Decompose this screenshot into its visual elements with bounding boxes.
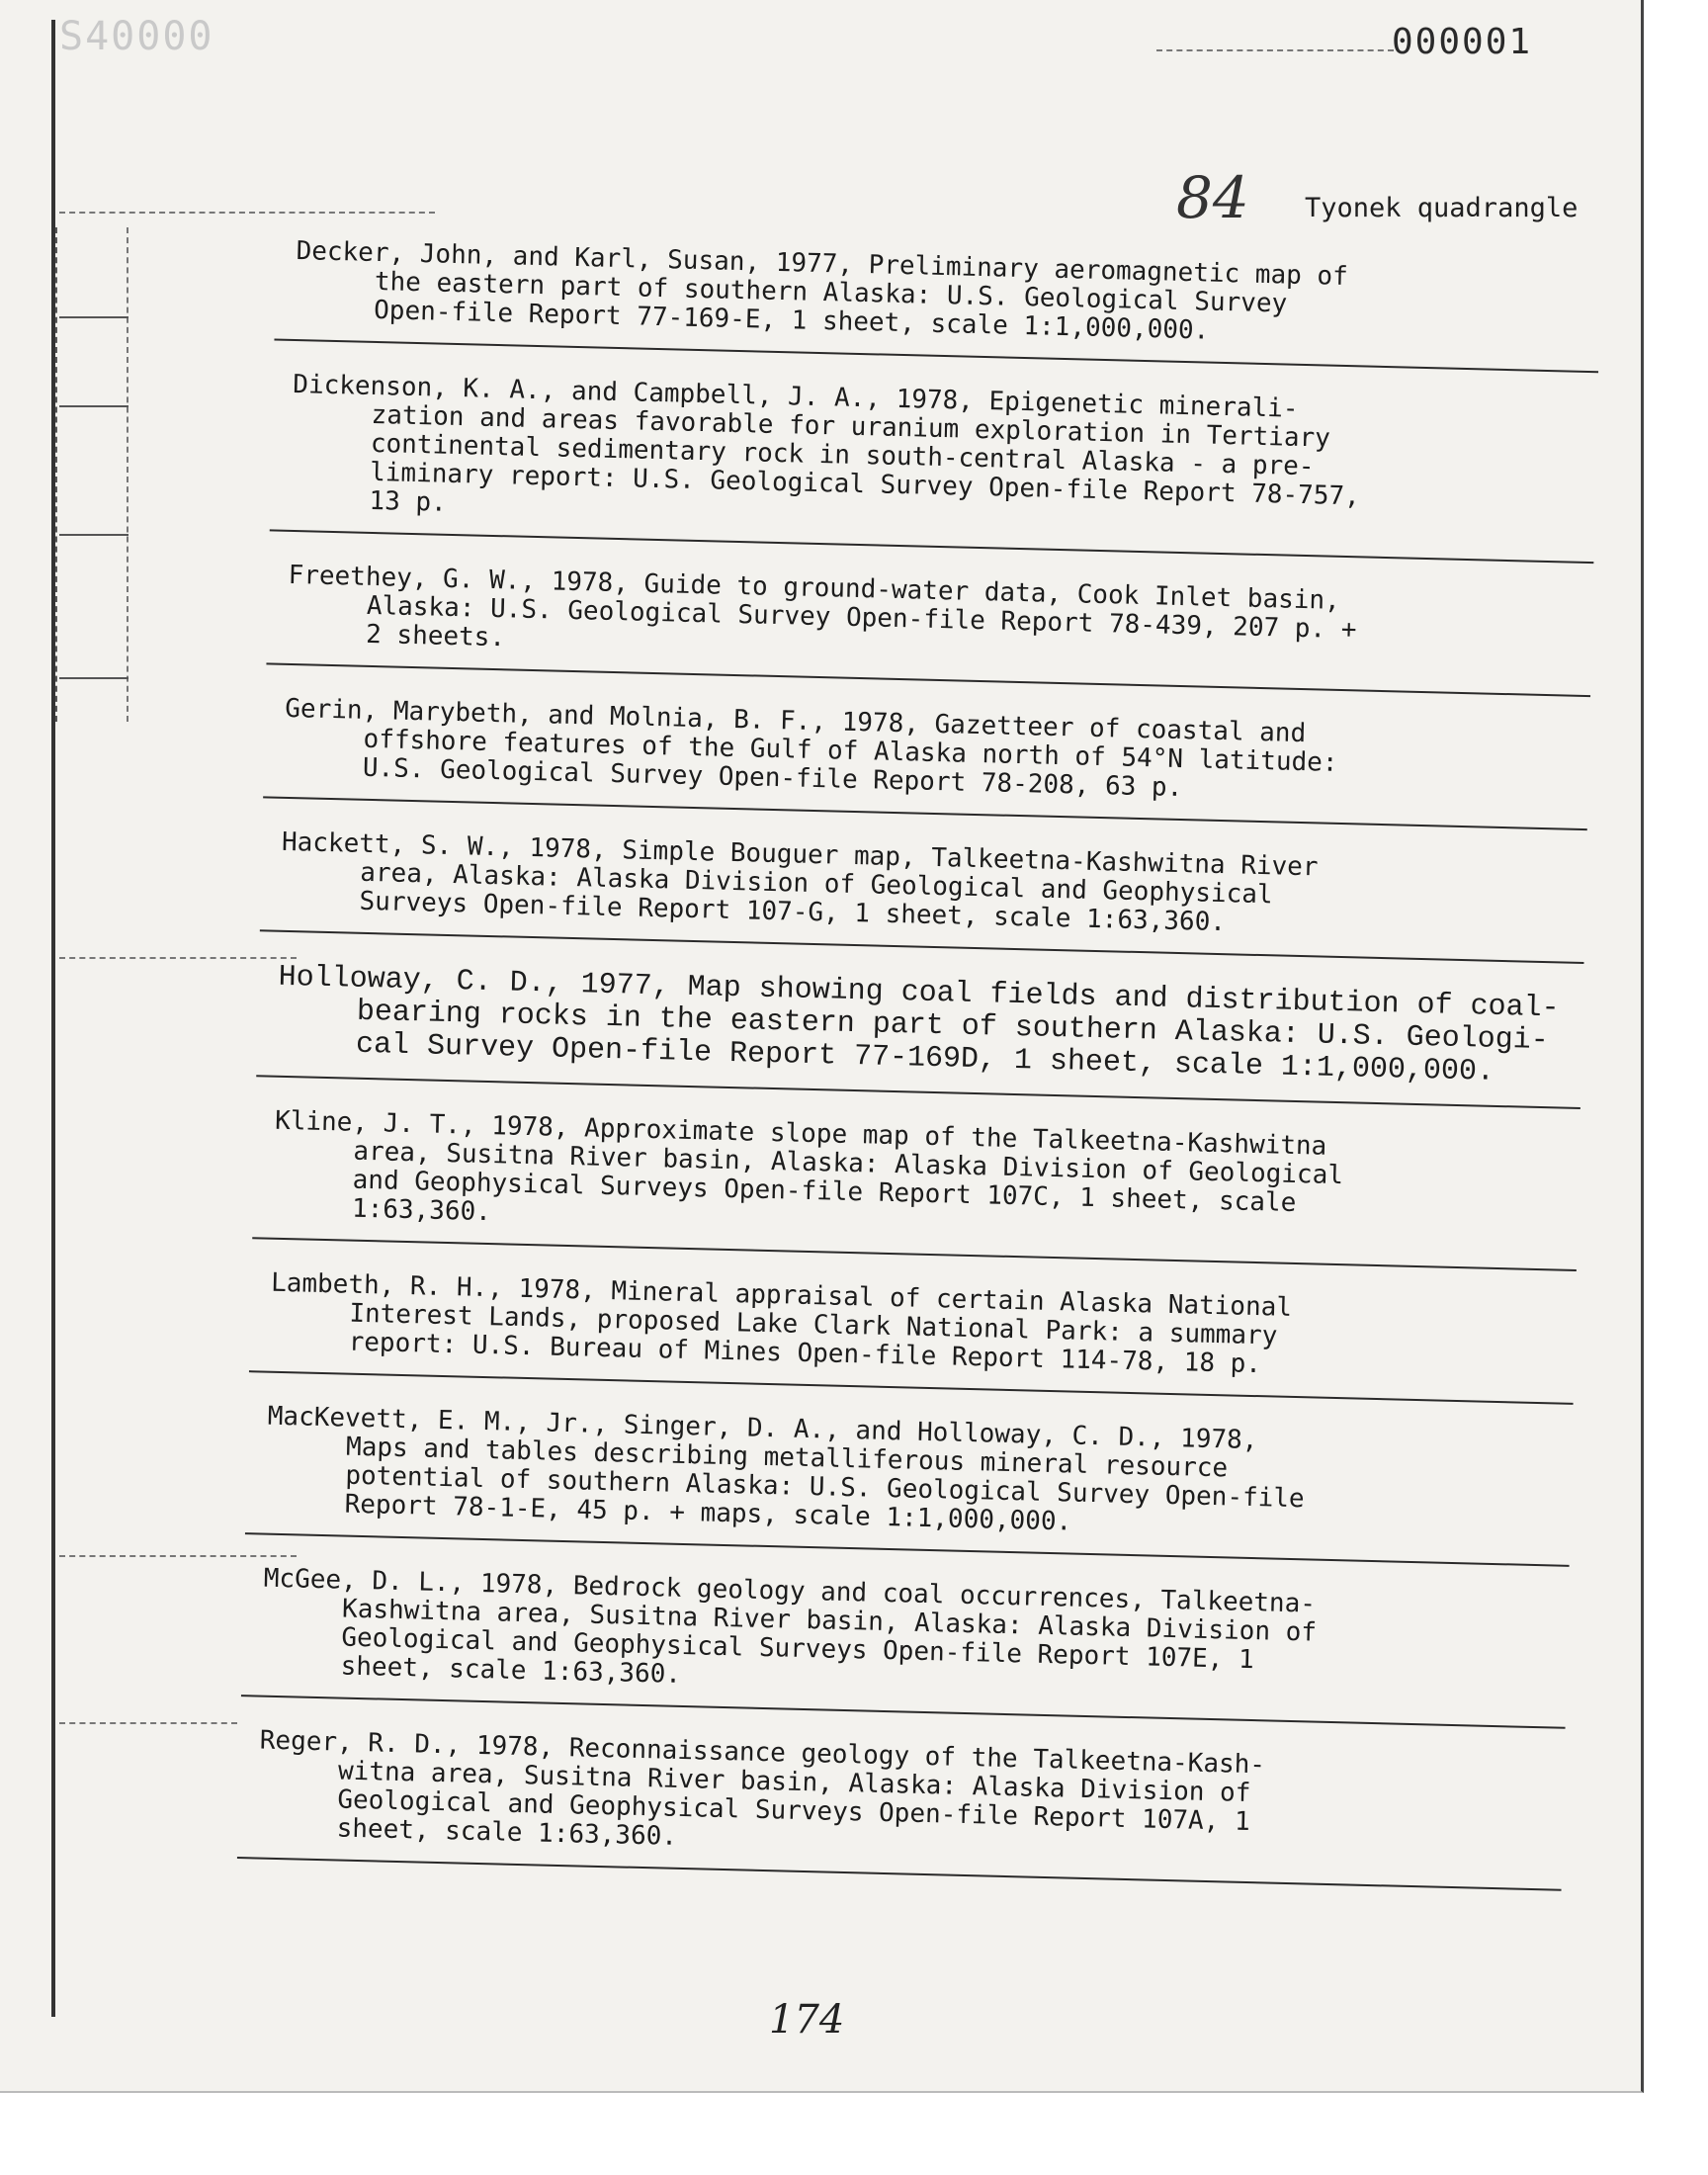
entry-citation: Kline, J. T., 1978, Approximate slope map of the Talkeetna-Kashwitna area, Susitna River basin, Alaska: Alaska Division of Geological and Geophysical Surveys Open-file Report 107C, 1 sheet, scale 1:63,360. [274, 1105, 1344, 1228]
bibliography-entry [272, 1107, 1580, 1271]
handwritten-number: 84 [1176, 164, 1249, 231]
dashed-rule [59, 212, 435, 214]
entry-citation: Dickenson, K. A., and Campbell, J. A., 1978, Epigenetic minerali- zation and areas favorable for uranium exploration in Tertiary continental sedimentary rock in south-central Alaska - a pre- liminary report: U.S. Geological Survey Open-file Report 78-757, 13 p. [292, 369, 1361, 518]
page-number: 174 [769, 1997, 845, 2043]
margin-tick [59, 534, 128, 536]
entry-citation: Decker, John, and Karl, Susan, 1977, Preliminary aeromagnetic map of the eastern part of southern Alaska: U.S. Geological Survey Open-file Report 77-169-E, 1 sheet, scale 1:1,000,000. [296, 236, 1349, 346]
bibliography-entry [283, 695, 1589, 830]
faded-stamp-number: S40000 [59, 14, 214, 59]
margin-tick [59, 316, 128, 318]
dashed-rule [1156, 49, 1394, 51]
bibliography-entry [290, 371, 1598, 564]
bibliography-list [256, 237, 1600, 1921]
scan-bottom-margin [0, 2094, 1708, 2175]
quadrangle-title: Tyonek quadrangle [1305, 193, 1579, 223]
entry-citation: Freethey, G. W., 1978, Guide to ground-water data, Cook Inlet basin, Alaska: U.S. Geological Survey Open-file Report 78-439, 207 p. + 2 sheets. [288, 560, 1357, 653]
entry-citation: MacKevett, E. M., Jr., Singer, D. A., and Holloway, C. D., 1978, Maps and tables describing metalliferous mineral resource potential of southern Alaska: U.S. Geological Survey Open-file Report 78-1-E, 45 p. + maps, scale 1:1,000,000. [267, 1401, 1306, 1537]
entry-citation: Gerin, Marybeth, and Molnia, B. F., 1978, Gazetteer of coastal and offshore features of the Gulf of Alaska north of 54°N latitude: U.S. Geological Survey Open-file Report 78-208, 63 p. [284, 693, 1338, 804]
entry-citation: Holloway, C. D., 1977, Map showing coal fields and distribution of coal- bearing rocks in the eastern part of southern Alaska: U.S. Geologi- cal Survey Open-file Report 77-169D, 1 sheet, scale 1:1,000,000. [278, 960, 1560, 1089]
entry-citation: McGee, D. L., 1978, Bedrock geology and coal occurrences, Talkeetna- Kashwitna area, Susitna River basin, Alaska: Alaska Division of Geological and Geophysical Surveys Open-file Report 107E, 1 sheet, scale 1:63,360. [263, 1563, 1318, 1690]
dashed-rule [59, 957, 297, 959]
margin-tick [59, 405, 128, 407]
entry-citation: Lambeth, R. H., 1978, Mineral appraisal of certain Alaska National Interest Lands, proposed Lake Clark National Park: a summary report: U.S. Bureau of Mines Open-file Report 114-78, 18 p. [270, 1267, 1293, 1380]
bibliography-entry [269, 1269, 1576, 1405]
bibliography-entry [261, 1565, 1569, 1729]
margin-tick [59, 677, 128, 679]
left-margin-bracket [55, 227, 128, 722]
entry-citation: Hackett, S. W., 1978, Simple Bouguer map, Talkeetna-Kashwitna River area, Alaska: Alaska Division of Geological and Geophysical Surveys Open-file Report 107-G, 1 sheet, scale 1:63,360. [281, 826, 1319, 938]
bibliography-entry [276, 962, 1582, 1109]
bibliography-entry [294, 237, 1600, 373]
bibliography-entry [257, 1727, 1565, 1891]
dashed-rule [59, 1722, 237, 1724]
entry-citation: Reger, R. D., 1978, Reconnaissance geology of the Talkeetna-Kash- witna area, Susitna River basin, Alaska: Alaska Division of Geological and Geophysical Surveys Open-file Report 107A, 1 sheet, scale 1:63,360. [259, 1725, 1266, 1852]
document-stamp-number: 000001 [1392, 22, 1533, 62]
dashed-rule [59, 1555, 297, 1557]
bibliography-entry [265, 1403, 1573, 1567]
bibliography-entry [280, 828, 1586, 964]
bibliography-entry [286, 562, 1592, 697]
